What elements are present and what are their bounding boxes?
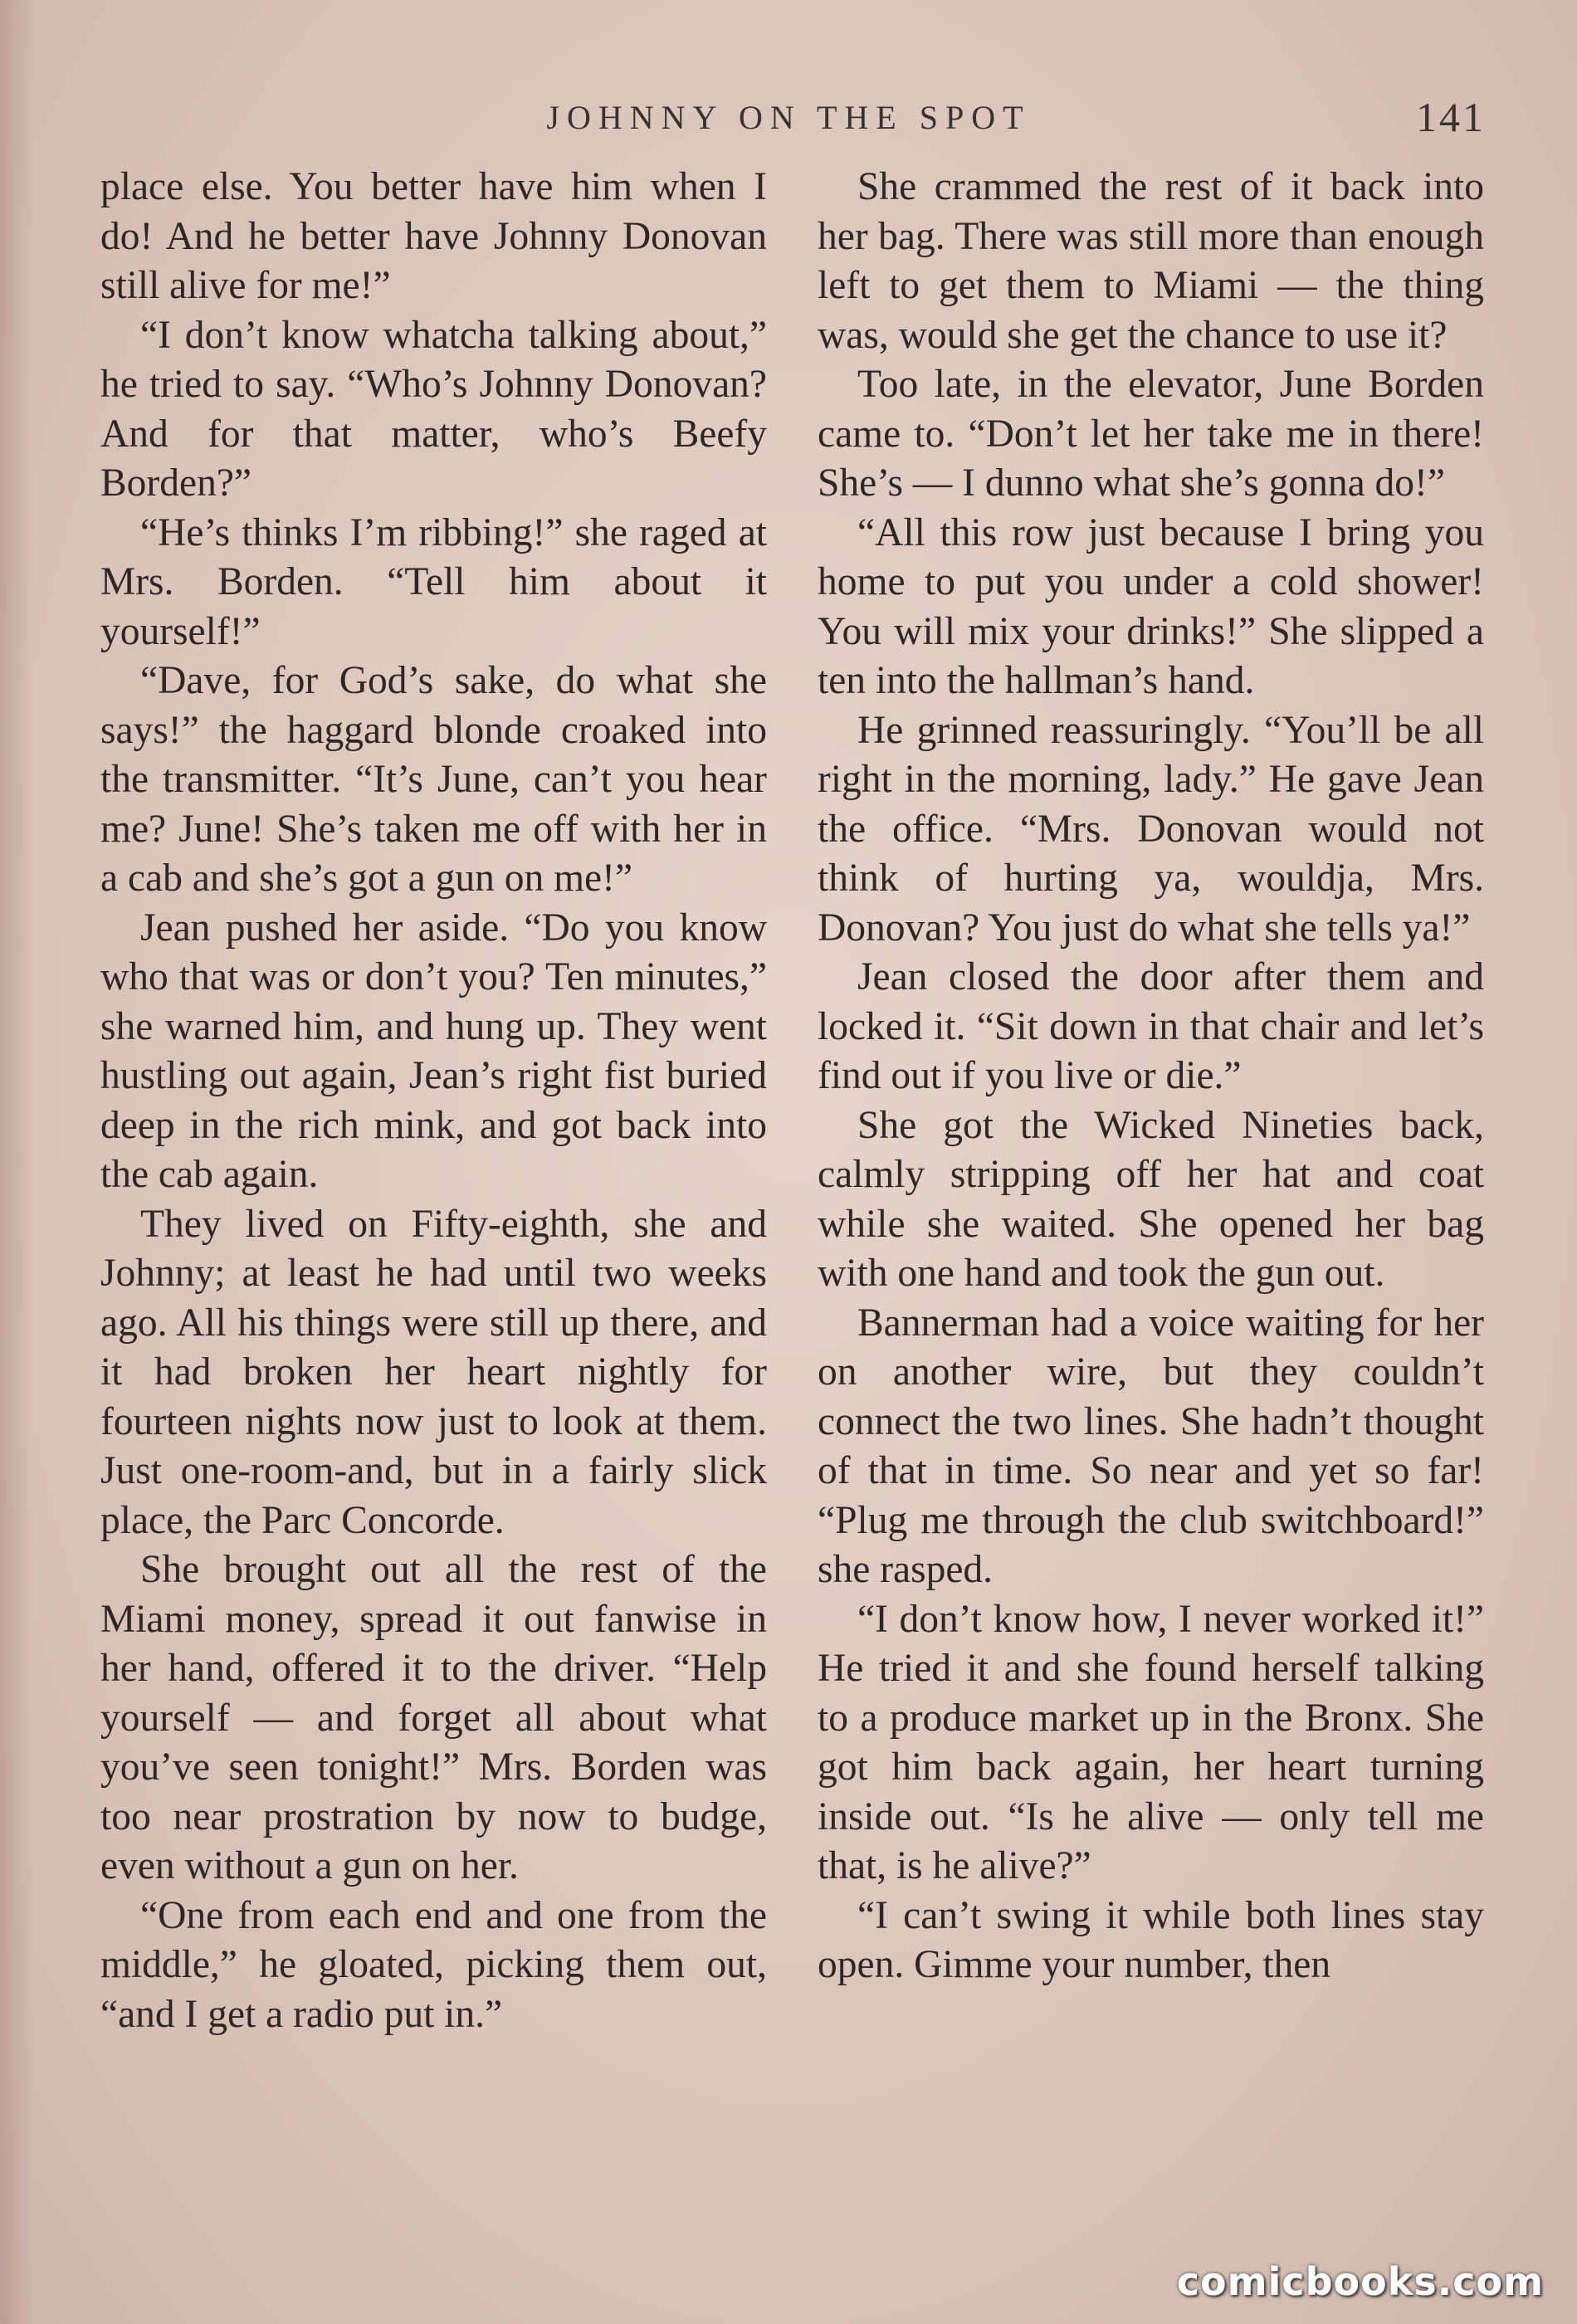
paragraph: “I don’t know how, I never worked it!” He tried it and she found herself talking to a produce market up in the Bronx. She got him back again, her heart turning inside out. “Is he alive — only tell me that, is he alive?” [818,1597,1484,1887]
paragraph: He grinned reassuringly. “You’ll be all right in the morning, lady.” He gave Jean the office. “Mrs. Donovan would not think of hurting ya, wouldja, Mrs. Donovan? You just do what she tells ya!” [818,708,1484,950]
page-number: 141 [1416,94,1486,140]
paragraph: She brought out all the rest of the Miami money, spread it out fanwise in her hand, offered it to the driver. “Help yourself — and forget all about what you’ve seen tonight!” Mrs. Borden was too near prostration by now to budge, even without a gun on her. [100,1548,767,1887]
paragraph: She got the Wicked Nineties back, calmly stripping off her hat and coat while she waited. She opened her bag with one hand and took the gun out. [818,1103,1484,1295]
left-column [100,163,767,2039]
site-watermark: comicbooks.com [1176,2259,1544,2304]
right-column [818,163,1484,1990]
paragraph: They lived on Fifty-eighth, she and Johnny; at least he had until two weeks ago. All his things were still up there, and it had broken her heart nightly for fourteen nights now just to look at them. Just one-room-and, but in a fairly slick place, the Parc Concorde. [100,1202,767,1542]
paragraph: “Dave, for God’s sake, do what she says!” the haggard blonde croaked into the transmitter. “It’s June, can’t you hear me? June! She’s taken me off with her in a cab and she’s got a gun on me!” [100,659,767,900]
paragraph: Too late, in the elevator, June Borden came to. “Don’t let her take me in there! She’s — I dunno what she’s gonna do!” [818,363,1484,505]
page-edge-shadow [0,0,33,2324]
paragraph: Jean closed the door after them and locked it. “Sit down in that chair and let’s find out if you live or die.” [818,955,1484,1097]
paragraph: “He’s thinks I’m ribbing!” she raged at Mrs. Borden. “Tell him about it yourself!” [100,510,767,653]
paragraph: She crammed the rest of it back into her bag. There was still more than enough left to get them to Miami — the thing was, would she get the chance to use it? [818,165,1484,357]
paragraph: “All this row just because I bring you home to put you under a cold shower! You will mix your drinks!” She slipped a ten into the hallman’s hand. [818,510,1484,702]
page-header [0,94,1577,148]
paragraph: Bannerman had a voice waiting for her on another wire, but they couldn’t connect the two lines. She hadn’t thought of that in time. So near and yet so far! “Plug me through the club switchboard!” she rasped. [818,1301,1484,1591]
paragraph: place else. You better have him when I do! And he better have Johnny Donovan still alive for me!” [100,165,767,307]
paragraph: “One from each end and one from the middle,” he gloated, picking them out, “and I get a radio put in.” [100,1893,767,2036]
paragraph: “I don’t know whatcha talking about,” he tried to say. “Who’s Johnny Donovan? And for that matter, who’s Beefy Borden?” [100,313,767,505]
paragraph: “I can’t swing it while both lines stay open. Gimme your number, then [818,1893,1484,1986]
paragraph: Jean pushed her aside. “Do you know who that was or don’t you? Ten minutes,” she warned him, and hung up. They went hustling out again, Jean’s right fist buried deep in the rich mink, and got back into the cab again. [100,906,767,1196]
running-title: JOHNNY ON THE SPOT [546,99,1031,136]
